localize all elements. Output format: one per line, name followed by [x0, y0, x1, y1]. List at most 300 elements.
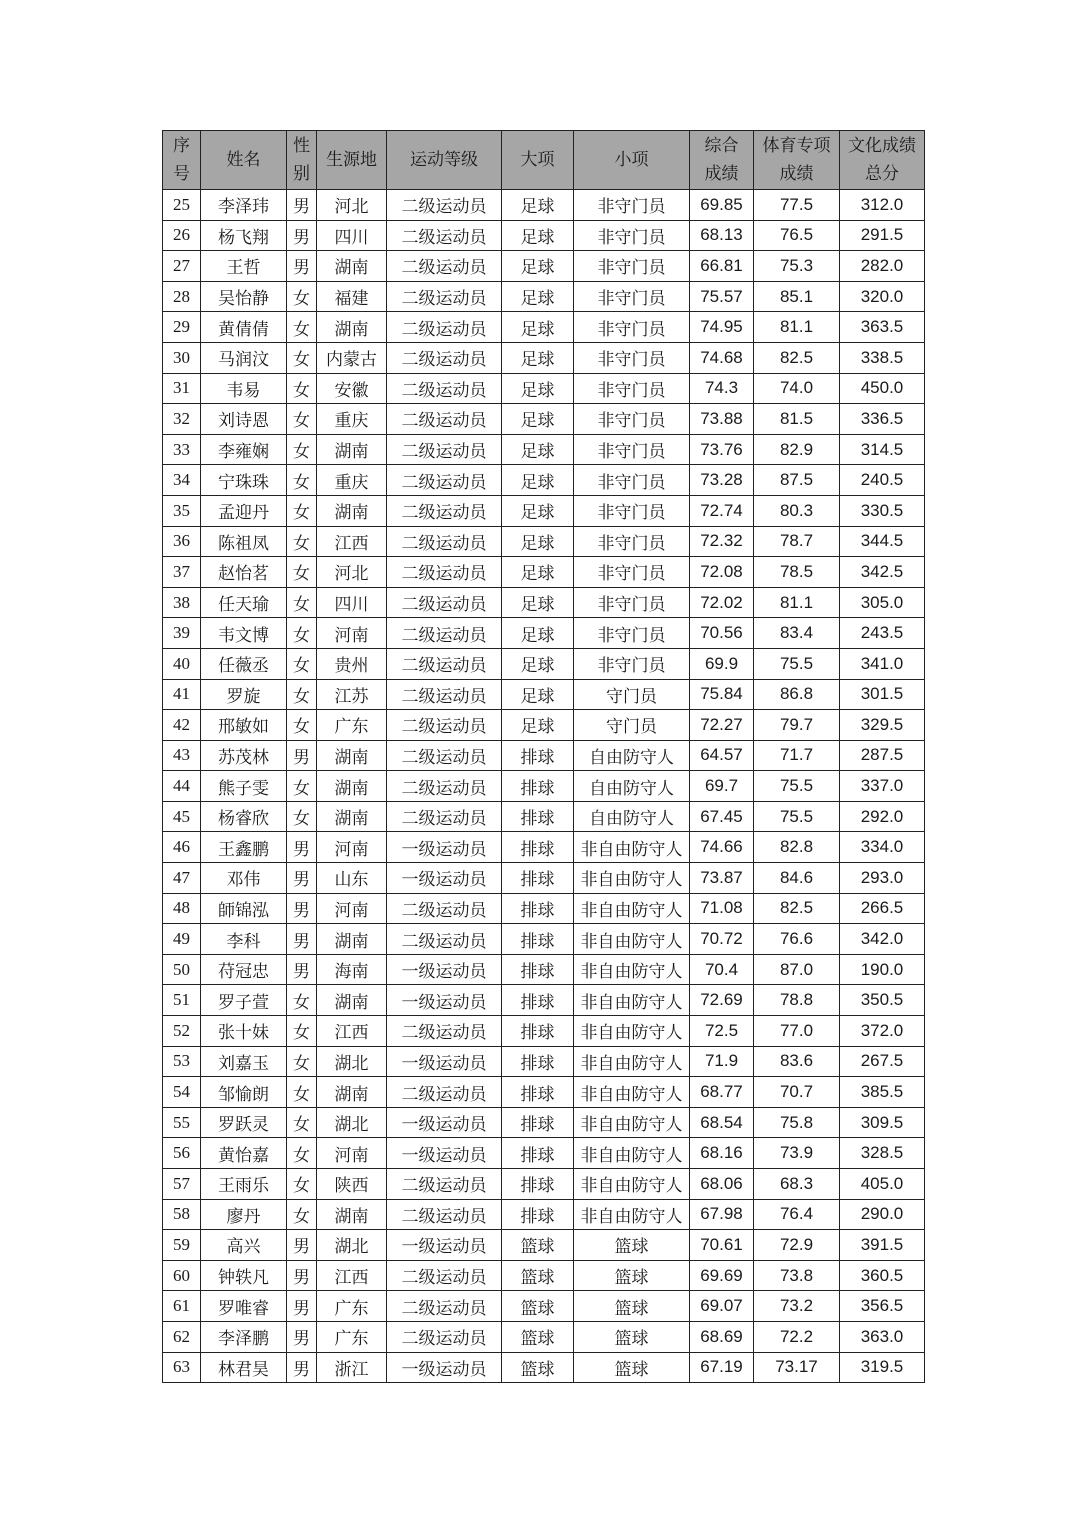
cell-name: 李泽鹏: [201, 1321, 287, 1352]
cell-composite: 64.57: [690, 740, 754, 771]
cell-culture-score: 350.5: [840, 985, 925, 1016]
cell-gender: 女: [287, 1169, 317, 1200]
cell-subcategory: 非自由防守人: [574, 1016, 690, 1047]
cell-category: 足球: [502, 495, 574, 526]
cell-level: 二级运动员: [387, 587, 502, 618]
table-row: [163, 251, 925, 282]
cell-name: 師锦泓: [201, 893, 287, 924]
cell-subcategory: 自由防守人: [574, 740, 690, 771]
cell-gender: 男: [287, 1230, 317, 1261]
cell-index: 39: [163, 618, 201, 649]
cell-index: 50: [163, 954, 201, 985]
cell-name: 宁珠珠: [201, 465, 287, 496]
cell-origin: 湖南: [317, 251, 387, 282]
cell-culture-score: 337.0: [840, 771, 925, 802]
cell-sport-score: 75.5: [754, 771, 840, 802]
cell-level: 一级运动员: [387, 954, 502, 985]
cell-culture-score: 391.5: [840, 1230, 925, 1261]
cell-composite: 71.9: [690, 1046, 754, 1077]
cell-subcategory: 篮球: [574, 1260, 690, 1291]
cell-category: 足球: [502, 342, 574, 373]
cell-gender: 男: [287, 893, 317, 924]
cell-subcategory: 非守门员: [574, 434, 690, 465]
cell-index: 26: [163, 220, 201, 251]
header-index: 序号: [163, 131, 201, 190]
cell-name: 罗唯睿: [201, 1291, 287, 1322]
cell-subcategory: 非自由防守人: [574, 1046, 690, 1077]
table-row: [163, 924, 925, 955]
cell-level: 二级运动员: [387, 373, 502, 404]
cell-index: 61: [163, 1291, 201, 1322]
cell-origin: 广东: [317, 710, 387, 741]
cell-gender: 女: [287, 1107, 317, 1138]
cell-subcategory: 非守门员: [574, 465, 690, 496]
cell-name: 罗旋: [201, 679, 287, 710]
cell-gender: 女: [287, 434, 317, 465]
cell-level: 二级运动员: [387, 495, 502, 526]
cell-sport-score: 75.5: [754, 801, 840, 832]
cell-category: 排球: [502, 954, 574, 985]
cell-subcategory: 非自由防守人: [574, 924, 690, 955]
cell-culture-score: 342.0: [840, 924, 925, 955]
cell-gender: 女: [287, 557, 317, 588]
cell-composite: 74.95: [690, 312, 754, 343]
cell-sport-score: 75.5: [754, 648, 840, 679]
cell-origin: 湖南: [317, 801, 387, 832]
cell-level: 二级运动员: [387, 434, 502, 465]
cell-level: 二级运动员: [387, 924, 502, 955]
cell-composite: 72.69: [690, 985, 754, 1016]
cell-name: 吴怡静: [201, 281, 287, 312]
cell-sport-score: 83.4: [754, 618, 840, 649]
table-row: [163, 740, 925, 771]
cell-level: 二级运动员: [387, 557, 502, 588]
cell-sport-score: 73.8: [754, 1260, 840, 1291]
cell-gender: 男: [287, 740, 317, 771]
cell-sport-score: 81.1: [754, 312, 840, 343]
cell-level: 一级运动员: [387, 1352, 502, 1383]
table-row: [163, 373, 925, 404]
cell-level: 二级运动员: [387, 404, 502, 435]
cell-culture-score: 344.5: [840, 526, 925, 557]
cell-level: 二级运动员: [387, 1260, 502, 1291]
cell-composite: 69.07: [690, 1291, 754, 1322]
cell-subcategory: 非守门员: [574, 312, 690, 343]
cell-subcategory: 非守门员: [574, 404, 690, 435]
cell-subcategory: 非守门员: [574, 281, 690, 312]
cell-culture-score: 363.5: [840, 312, 925, 343]
cell-culture-score: 363.0: [840, 1321, 925, 1352]
table-row: [163, 985, 925, 1016]
table-row: [163, 1352, 925, 1383]
cell-level: 二级运动员: [387, 648, 502, 679]
cell-sport-score: 82.8: [754, 832, 840, 863]
cell-culture-score: 301.5: [840, 679, 925, 710]
cell-category: 篮球: [502, 1352, 574, 1383]
cell-name: 马润汶: [201, 342, 287, 373]
cell-subcategory: 篮球: [574, 1291, 690, 1322]
cell-category: 排球: [502, 1107, 574, 1138]
cell-category: 足球: [502, 190, 574, 221]
cell-sport-score: 73.9: [754, 1138, 840, 1169]
cell-index: 62: [163, 1321, 201, 1352]
cell-level: 一级运动员: [387, 1046, 502, 1077]
cell-name: 任天瑜: [201, 587, 287, 618]
cell-origin: 河南: [317, 893, 387, 924]
cell-gender: 女: [287, 771, 317, 802]
cell-sport-score: 74.0: [754, 373, 840, 404]
cell-level: 一级运动员: [387, 1138, 502, 1169]
cell-subcategory: 非守门员: [574, 495, 690, 526]
cell-gender: 男: [287, 190, 317, 221]
cell-origin: 广东: [317, 1321, 387, 1352]
table-row: [163, 801, 925, 832]
cell-culture-score: 290.0: [840, 1199, 925, 1230]
cell-category: 足球: [502, 404, 574, 435]
cell-name: 黄倩倩: [201, 312, 287, 343]
cell-composite: 74.66: [690, 832, 754, 863]
cell-name: 韦文博: [201, 618, 287, 649]
cell-level: 二级运动员: [387, 1199, 502, 1230]
cell-gender: 女: [287, 495, 317, 526]
cell-level: 一级运动员: [387, 985, 502, 1016]
cell-name: 罗跃灵: [201, 1107, 287, 1138]
cell-gender: 男: [287, 1352, 317, 1383]
cell-origin: 湖北: [317, 1230, 387, 1261]
cell-level: 二级运动员: [387, 342, 502, 373]
cell-composite: 68.06: [690, 1169, 754, 1200]
cell-name: 邓伟: [201, 863, 287, 894]
cell-category: 篮球: [502, 1321, 574, 1352]
cell-category: 足球: [502, 465, 574, 496]
table-row: [163, 1046, 925, 1077]
cell-culture-score: 267.5: [840, 1046, 925, 1077]
cell-name: 杨飞翔: [201, 220, 287, 251]
cell-name: 李雍娴: [201, 434, 287, 465]
cell-sport-score: 71.7: [754, 740, 840, 771]
cell-index: 42: [163, 710, 201, 741]
cell-gender: 女: [287, 1138, 317, 1169]
cell-gender: 男: [287, 220, 317, 251]
table-row: [163, 771, 925, 802]
cell-culture-score: 330.5: [840, 495, 925, 526]
cell-name: 邢敏如: [201, 710, 287, 741]
cell-origin: 河南: [317, 618, 387, 649]
cell-gender: 女: [287, 801, 317, 832]
cell-composite: 68.54: [690, 1107, 754, 1138]
cell-gender: 男: [287, 863, 317, 894]
cell-index: 56: [163, 1138, 201, 1169]
table-row: [163, 281, 925, 312]
cell-category: 排球: [502, 1169, 574, 1200]
table-row: [163, 587, 925, 618]
cell-level: 二级运动员: [387, 190, 502, 221]
table-row: [163, 832, 925, 863]
cell-origin: 贵州: [317, 648, 387, 679]
cell-origin: 湖南: [317, 495, 387, 526]
cell-composite: 68.77: [690, 1077, 754, 1108]
cell-sport-score: 73.17: [754, 1352, 840, 1383]
cell-sport-score: 73.2: [754, 1291, 840, 1322]
cell-category: 足球: [502, 710, 574, 741]
cell-index: 43: [163, 740, 201, 771]
cell-origin: 海南: [317, 954, 387, 985]
cell-sport-score: 78.7: [754, 526, 840, 557]
cell-level: 二级运动员: [387, 1321, 502, 1352]
table-row: [163, 190, 925, 221]
cell-index: 25: [163, 190, 201, 221]
cell-composite: 74.3: [690, 373, 754, 404]
cell-gender: 女: [287, 373, 317, 404]
cell-subcategory: 自由防守人: [574, 771, 690, 802]
cell-gender: 男: [287, 1260, 317, 1291]
cell-gender: 女: [287, 648, 317, 679]
cell-level: 二级运动员: [387, 1077, 502, 1108]
cell-category: 足球: [502, 373, 574, 404]
cell-index: 40: [163, 648, 201, 679]
cell-category: 足球: [502, 526, 574, 557]
cell-subcategory: 非自由防守人: [574, 1169, 690, 1200]
cell-index: 63: [163, 1352, 201, 1383]
cell-category: 排球: [502, 1199, 574, 1230]
cell-index: 36: [163, 526, 201, 557]
cell-composite: 67.98: [690, 1199, 754, 1230]
cell-category: 足球: [502, 679, 574, 710]
cell-index: 47: [163, 863, 201, 894]
table-row: [163, 954, 925, 985]
table-row: [163, 1230, 925, 1261]
cell-category: 足球: [502, 648, 574, 679]
cell-origin: 陕西: [317, 1169, 387, 1200]
cell-sport-score: 75.3: [754, 251, 840, 282]
cell-origin: 山东: [317, 863, 387, 894]
cell-level: 二级运动员: [387, 679, 502, 710]
cell-name: 林君昊: [201, 1352, 287, 1383]
cell-index: 45: [163, 801, 201, 832]
cell-culture-score: 405.0: [840, 1169, 925, 1200]
cell-composite: 68.13: [690, 220, 754, 251]
admission-score-table: [162, 130, 925, 1383]
cell-subcategory: 篮球: [574, 1230, 690, 1261]
cell-composite: 68.69: [690, 1321, 754, 1352]
cell-composite: 72.32: [690, 526, 754, 557]
cell-name: 廖丹: [201, 1199, 287, 1230]
cell-sport-score: 76.6: [754, 924, 840, 955]
cell-level: 一级运动员: [387, 863, 502, 894]
cell-subcategory: 非守门员: [574, 251, 690, 282]
cell-name: 李泽玮: [201, 190, 287, 221]
cell-culture-score: 329.5: [840, 710, 925, 741]
cell-sport-score: 68.3: [754, 1169, 840, 1200]
cell-name: 苏茂林: [201, 740, 287, 771]
cell-gender: 女: [287, 342, 317, 373]
cell-index: 58: [163, 1199, 201, 1230]
cell-index: 57: [163, 1169, 201, 1200]
cell-category: 排球: [502, 771, 574, 802]
cell-origin: 四川: [317, 587, 387, 618]
table-row: [163, 863, 925, 894]
cell-gender: 女: [287, 281, 317, 312]
header-category: 大项: [502, 131, 574, 190]
table-body: [163, 190, 925, 1383]
header-row: [163, 131, 925, 190]
cell-origin: 河南: [317, 832, 387, 863]
cell-name: 刘诗恩: [201, 404, 287, 435]
cell-index: 34: [163, 465, 201, 496]
cell-culture-score: 360.5: [840, 1260, 925, 1291]
cell-index: 32: [163, 404, 201, 435]
cell-level: 二级运动员: [387, 618, 502, 649]
cell-subcategory: 非自由防守人: [574, 863, 690, 894]
cell-category: 排球: [502, 1046, 574, 1077]
table-row: [163, 1260, 925, 1291]
cell-origin: 四川: [317, 220, 387, 251]
cell-gender: 女: [287, 526, 317, 557]
cell-gender: 女: [287, 618, 317, 649]
cell-sport-score: 72.2: [754, 1321, 840, 1352]
header-culture-score: 文化成绩总分: [840, 131, 925, 190]
cell-index: 53: [163, 1046, 201, 1077]
table-row: [163, 1138, 925, 1169]
cell-subcategory: 非守门员: [574, 648, 690, 679]
cell-subcategory: 篮球: [574, 1321, 690, 1352]
cell-level: 二级运动员: [387, 220, 502, 251]
cell-subcategory: 非自由防守人: [574, 985, 690, 1016]
cell-origin: 福建: [317, 281, 387, 312]
cell-culture-score: 319.5: [840, 1352, 925, 1383]
cell-name: 苻冠忠: [201, 954, 287, 985]
cell-subcategory: 守门员: [574, 710, 690, 741]
cell-culture-score: 240.5: [840, 465, 925, 496]
cell-index: 54: [163, 1077, 201, 1108]
table-row: [163, 679, 925, 710]
table-row: [163, 618, 925, 649]
cell-gender: 女: [287, 312, 317, 343]
cell-culture-score: 309.5: [840, 1107, 925, 1138]
cell-category: 排球: [502, 924, 574, 955]
cell-name: 罗子萱: [201, 985, 287, 1016]
cell-sport-score: 72.9: [754, 1230, 840, 1261]
cell-category: 足球: [502, 618, 574, 649]
cell-composite: 72.27: [690, 710, 754, 741]
cell-name: 韦易: [201, 373, 287, 404]
cell-culture-score: 356.5: [840, 1291, 925, 1322]
cell-sport-score: 87.5: [754, 465, 840, 496]
cell-composite: 69.9: [690, 648, 754, 679]
cell-gender: 男: [287, 251, 317, 282]
cell-sport-score: 81.5: [754, 404, 840, 435]
cell-level: 二级运动员: [387, 740, 502, 771]
cell-index: 37: [163, 557, 201, 588]
cell-category: 足球: [502, 281, 574, 312]
cell-origin: 湖南: [317, 985, 387, 1016]
cell-composite: 73.88: [690, 404, 754, 435]
cell-composite: 70.56: [690, 618, 754, 649]
cell-category: 排球: [502, 985, 574, 1016]
table-row: [163, 1169, 925, 1200]
cell-sport-score: 87.0: [754, 954, 840, 985]
cell-name: 张十妹: [201, 1016, 287, 1047]
table-row: [163, 342, 925, 373]
cell-culture-score: 372.0: [840, 1016, 925, 1047]
cell-subcategory: 非守门员: [574, 342, 690, 373]
cell-composite: 69.69: [690, 1260, 754, 1291]
cell-sport-score: 75.8: [754, 1107, 840, 1138]
table-row: [163, 434, 925, 465]
cell-origin: 湖南: [317, 1077, 387, 1108]
cell-subcategory: 非守门员: [574, 618, 690, 649]
table-row: [163, 1199, 925, 1230]
table-row: [163, 465, 925, 496]
cell-sport-score: 81.1: [754, 587, 840, 618]
table-row: [163, 893, 925, 924]
cell-sport-score: 76.4: [754, 1199, 840, 1230]
cell-subcategory: 非守门员: [574, 526, 690, 557]
cell-category: 足球: [502, 587, 574, 618]
cell-index: 52: [163, 1016, 201, 1047]
cell-composite: 75.57: [690, 281, 754, 312]
cell-index: 46: [163, 832, 201, 863]
cell-gender: 女: [287, 1016, 317, 1047]
cell-gender: 男: [287, 1321, 317, 1352]
cell-culture-score: 314.5: [840, 434, 925, 465]
cell-culture-score: 312.0: [840, 190, 925, 221]
cell-category: 排球: [502, 863, 574, 894]
cell-gender: 女: [287, 1077, 317, 1108]
cell-name: 黄怡嘉: [201, 1138, 287, 1169]
cell-gender: 女: [287, 1199, 317, 1230]
cell-index: 60: [163, 1260, 201, 1291]
cell-sport-score: 82.5: [754, 893, 840, 924]
cell-composite: 72.5: [690, 1016, 754, 1047]
cell-origin: 内蒙古: [317, 342, 387, 373]
cell-subcategory: 非守门员: [574, 220, 690, 251]
cell-gender: 女: [287, 985, 317, 1016]
cell-culture-score: 287.5: [840, 740, 925, 771]
table-row: [163, 1077, 925, 1108]
cell-origin: 江西: [317, 1016, 387, 1047]
cell-name: 王雨乐: [201, 1169, 287, 1200]
cell-origin: 广东: [317, 1291, 387, 1322]
cell-level: 二级运动员: [387, 251, 502, 282]
cell-level: 二级运动员: [387, 312, 502, 343]
cell-name: 李科: [201, 924, 287, 955]
cell-origin: 湖南: [317, 312, 387, 343]
cell-origin: 安徽: [317, 373, 387, 404]
cell-culture-score: 336.5: [840, 404, 925, 435]
cell-sport-score: 70.7: [754, 1077, 840, 1108]
cell-composite: 66.81: [690, 251, 754, 282]
cell-name: 孟迎丹: [201, 495, 287, 526]
cell-gender: 女: [287, 465, 317, 496]
cell-name: 陈祖凤: [201, 526, 287, 557]
table-row: [163, 526, 925, 557]
cell-culture-score: 291.5: [840, 220, 925, 251]
cell-subcategory: 非自由防守人: [574, 1138, 690, 1169]
cell-name: 杨睿欣: [201, 801, 287, 832]
cell-composite: 72.02: [690, 587, 754, 618]
cell-origin: 湖北: [317, 1046, 387, 1077]
cell-index: 44: [163, 771, 201, 802]
cell-sport-score: 85.1: [754, 281, 840, 312]
cell-subcategory: 非守门员: [574, 373, 690, 404]
cell-index: 49: [163, 924, 201, 955]
cell-origin: 湖南: [317, 434, 387, 465]
cell-sport-score: 80.3: [754, 495, 840, 526]
cell-culture-score: 293.0: [840, 863, 925, 894]
cell-composite: 69.85: [690, 190, 754, 221]
cell-culture-score: 243.5: [840, 618, 925, 649]
